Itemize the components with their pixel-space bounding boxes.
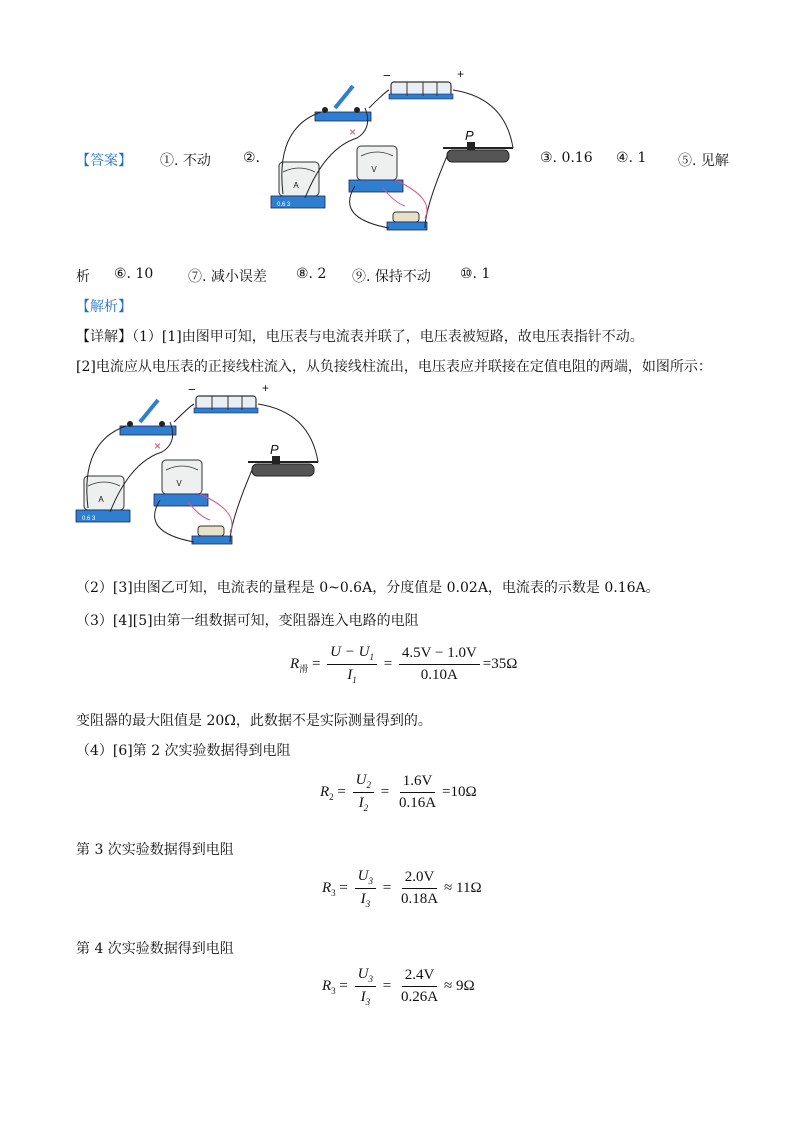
cross-mark: × bbox=[349, 125, 357, 139]
formula-r2 bbox=[320, 772, 477, 813]
battery bbox=[389, 82, 453, 99]
f4-num2: 2.4V bbox=[402, 967, 438, 987]
answer-item-8: ⑧. 2 bbox=[296, 266, 327, 282]
ammeter-label: A bbox=[293, 181, 299, 190]
f3-lhs: R bbox=[322, 879, 332, 896]
detail-paragraph-4: （3）[4][5]由第一组数据可知，变阻器连入电路的电阻 bbox=[76, 613, 419, 629]
f2-den2: 0.16A bbox=[398, 795, 437, 811]
f1-den1: I bbox=[347, 667, 353, 683]
f2-eq1: = bbox=[337, 783, 346, 800]
detail-tag: 【详解】 bbox=[76, 329, 132, 345]
f4-eq2: = bbox=[382, 977, 392, 994]
f2-result: =10Ω bbox=[442, 783, 477, 800]
f1-eq2: = bbox=[383, 655, 393, 672]
rheostat bbox=[443, 142, 513, 162]
formula-r3 bbox=[322, 868, 482, 909]
circuit-diagram-1 bbox=[265, 68, 525, 240]
voltmeter bbox=[154, 460, 208, 506]
f1-lhs: R bbox=[290, 655, 300, 672]
f3-eq2: = bbox=[382, 879, 392, 896]
answer-tag: 【答案】 bbox=[76, 153, 132, 169]
analysis-tag: 【解析】 bbox=[76, 299, 132, 315]
battery-plus: + bbox=[457, 68, 465, 81]
f1-lhs-sub: 滑 bbox=[299, 663, 309, 674]
resistor bbox=[192, 526, 232, 544]
switch bbox=[315, 86, 371, 121]
detail-paragraph-3: （2）[3]由图乙可知，电流表的量程是 0~0.6A，分度值是 0.02A，电流表的示数是 0.16A。 bbox=[76, 580, 660, 596]
f1-eq1: = bbox=[311, 655, 321, 672]
answer-item-2: ②. bbox=[243, 150, 261, 166]
switch bbox=[120, 400, 176, 435]
f1-num1: U − U bbox=[330, 644, 370, 660]
f2-symbolic-fraction bbox=[353, 772, 374, 813]
answer-item-9: ⑨. 保持不动 bbox=[352, 269, 431, 285]
battery-minus: − bbox=[383, 68, 391, 83]
cross-mark: × bbox=[154, 439, 162, 453]
f3-lhs-sub: 3 bbox=[331, 887, 336, 898]
f4-eq1: = bbox=[339, 977, 348, 994]
detail-paragraph-1 bbox=[76, 326, 644, 346]
f2-numeric-fraction bbox=[396, 773, 439, 812]
f1-numeric-fraction bbox=[399, 645, 480, 684]
ammeter-range-label: 0.6 3 bbox=[277, 202, 291, 208]
f3-den1: I bbox=[360, 891, 366, 907]
answer-item-5-cont: 析 bbox=[76, 269, 90, 285]
f4-den2: 0.26A bbox=[400, 989, 439, 1005]
f4-num1-sub: 3 bbox=[368, 974, 373, 984]
voltmeter-label: V bbox=[176, 479, 182, 488]
detail-paragraph-5: 变阻器的最大阻值是 20Ω，此数据不是实际测量得到的。 bbox=[76, 713, 432, 729]
f3-num2: 2.0V bbox=[402, 869, 438, 889]
f4-lhs: R bbox=[322, 977, 332, 994]
ammeter bbox=[271, 162, 325, 208]
answer-item-10: ⑩. 1 bbox=[460, 266, 491, 282]
battery bbox=[194, 396, 258, 413]
f3-den2: 0.18A bbox=[400, 891, 439, 907]
f3-numeric-fraction bbox=[398, 869, 441, 908]
f2-lhs: R bbox=[320, 783, 330, 800]
f3-num1: U bbox=[357, 868, 369, 884]
resistor bbox=[387, 212, 427, 230]
detail-paragraph-2: [2]电流应从电压表的正接线柱流入，从负接线柱流出，电压表应并联接在定值电阻的两端，如图所示： bbox=[76, 359, 712, 375]
rheostat-p-label: P bbox=[465, 128, 474, 143]
f4-numeric-fraction bbox=[398, 967, 441, 1006]
answer-item-7: ⑦. 减小误差 bbox=[188, 269, 267, 285]
f2-num2: 1.6V bbox=[400, 773, 436, 793]
ammeter bbox=[76, 476, 130, 522]
f1-symbolic-fraction bbox=[327, 644, 377, 685]
f4-symbolic-fraction bbox=[355, 966, 376, 1007]
f1-den2: 0.10A bbox=[420, 667, 458, 683]
answer-item-5: ⑤. 见解 bbox=[678, 153, 729, 169]
f1-num2: 4.5V − 1.0V bbox=[399, 645, 480, 665]
detail-paragraph-6: （4）[6]第 2 次实验数据得到电阻 bbox=[76, 743, 291, 759]
f3-den1-sub: 3 bbox=[365, 899, 371, 909]
answer-item-4: ④. 1 bbox=[616, 150, 647, 166]
f4-den1-sub: 3 bbox=[365, 997, 371, 1007]
detail-p1-text: （1）[1]由图甲可知，电压表与电流表并联了，电压表被短路，故电压表指针不动。 bbox=[132, 329, 644, 345]
circuit-diagram-2 bbox=[70, 382, 330, 554]
ammeter-label: A bbox=[98, 495, 104, 504]
answer-item-3: ③. 0.16 bbox=[540, 150, 593, 166]
formula-rheostat-resistance bbox=[290, 644, 517, 685]
f4-result: ≈ 9Ω bbox=[444, 977, 475, 994]
rheostat-p-label: P bbox=[270, 442, 279, 457]
detail-paragraph-7: 第 3 次实验数据得到电阻 bbox=[76, 842, 234, 858]
f2-lhs-sub: 2 bbox=[329, 791, 334, 802]
answer-item-1: ①. 不动 bbox=[160, 153, 211, 169]
rheostat bbox=[248, 456, 318, 476]
f3-eq1: = bbox=[339, 879, 348, 896]
answer-item-6: ⑥. 10 bbox=[114, 266, 154, 282]
f3-num1-sub: 3 bbox=[368, 876, 373, 886]
voltmeter bbox=[349, 146, 403, 192]
f2-eq2: = bbox=[380, 783, 390, 800]
f3-result: ≈ 11Ω bbox=[444, 879, 482, 896]
voltmeter-label: V bbox=[371, 165, 377, 174]
f1-den1-sub: 1 bbox=[352, 675, 357, 685]
f4-den1: I bbox=[360, 989, 366, 1005]
f1-result: =35Ω bbox=[482, 655, 518, 672]
f2-num1: U bbox=[355, 772, 367, 788]
battery-minus: − bbox=[188, 382, 196, 397]
f4-num1: U bbox=[357, 966, 369, 982]
ammeter-range-label: 0.6 3 bbox=[82, 516, 96, 522]
battery-plus: + bbox=[262, 382, 270, 395]
f1-num1-sub: 1 bbox=[369, 652, 374, 662]
f2-den1: I bbox=[358, 795, 364, 811]
f4-lhs-sub: 3 bbox=[331, 985, 336, 996]
f3-symbolic-fraction bbox=[355, 868, 376, 909]
formula-r4 bbox=[322, 966, 475, 1007]
detail-paragraph-8: 第 4 次实验数据得到电阻 bbox=[76, 941, 234, 957]
f2-den1-sub: 2 bbox=[363, 803, 369, 813]
f2-num1-sub: 2 bbox=[366, 780, 371, 790]
